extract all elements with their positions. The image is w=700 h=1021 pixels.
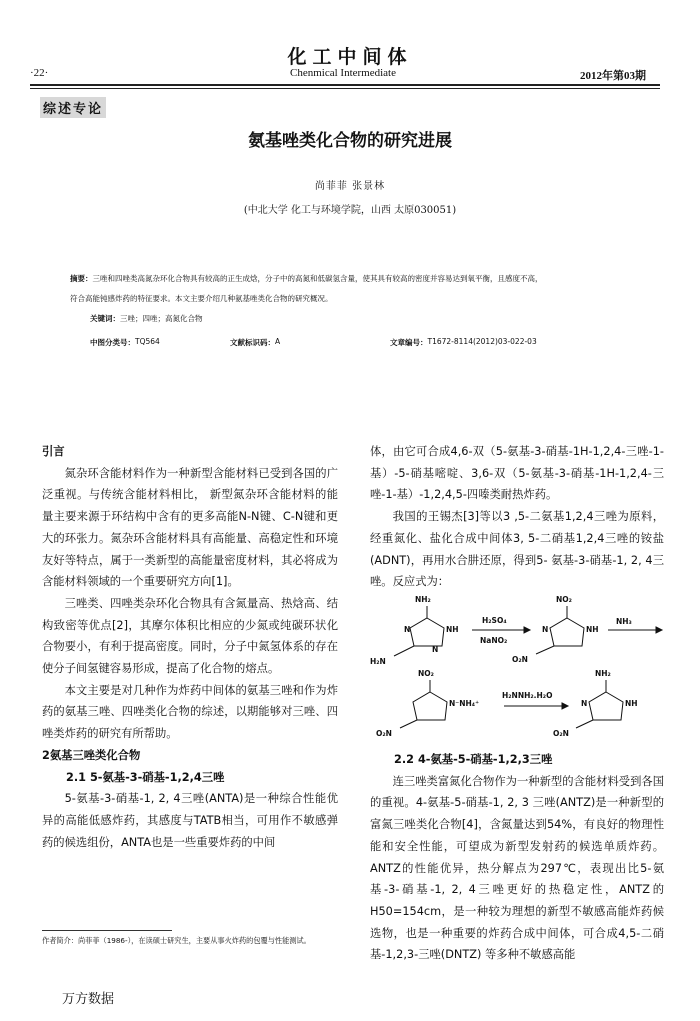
reaction-arrow-2 xyxy=(608,617,662,633)
o2n-label: O₂N xyxy=(512,655,528,664)
reagent-h2so4: H₂SO₄ xyxy=(482,616,507,625)
diaminotriazole-structure xyxy=(370,595,459,666)
reaction-arrow-1 xyxy=(472,616,530,645)
nitro-label-2: NO₂ xyxy=(418,669,434,678)
n-label-2: N xyxy=(432,645,439,654)
right-paragraph-1: 体，由它可合成4,6-双（5-氨基-3-硝基-1H-1,2,4-三唑-1-基）-5-硝基嘧啶、3,6-双（5-氨基-3-硝基-1H-1,2,4-三唑-1-基）-1,2,4,5-四嗪类耐热炸药。 xyxy=(370,445,664,502)
abstract-line-1: 三唑和四唑类高氮杂环化合物具有较高的正生成焓，分子中的高氮和低碳氢含量，使其具有较高的密度并容易达到氧平衡，且感度不高， xyxy=(92,274,543,283)
n-label-3: N xyxy=(542,625,549,634)
section-2-1-heading: 2.1 5-氨基-3-硝基-1,2,4三唑 xyxy=(66,770,225,784)
left-column xyxy=(42,441,338,853)
doc-code: A xyxy=(275,337,281,346)
reaction-scheme xyxy=(362,588,672,738)
article-number-label: 文章编号： xyxy=(390,338,428,347)
footnote-rule xyxy=(42,930,172,931)
nh-label: NH xyxy=(446,625,459,634)
keywords: 三唑；四唑；高氮化合物 xyxy=(120,314,203,323)
right-column-top xyxy=(370,441,664,593)
reagent-nh3: NH₃ xyxy=(616,617,632,626)
nh-label-3: NH xyxy=(625,699,638,708)
intro-paragraph-2: 三唑类、四唑类杂环化合物具有含氮量高、热焓高、结构致密等优点[2]，其摩尔体积比相应的少氮或纯碳环状化合物要小，有利于提高密度。同时，分子中氮氢体系的存在使分子间氢键容易形成，提高了化合物的熔点。 xyxy=(42,596,338,676)
section-2-heading: 2氨基三唑类化合物 xyxy=(42,748,141,762)
wanfang-watermark: 万方数据 xyxy=(62,992,115,1007)
issue-label: 2012年第03期 xyxy=(580,70,646,82)
reagent-nano2: NaNO₂ xyxy=(480,636,508,645)
journal-title: 化工中间体 xyxy=(287,46,413,68)
page-number: ·22· xyxy=(30,67,49,79)
clc-number: TQ564 xyxy=(135,337,160,346)
n-label-4: N xyxy=(581,699,588,708)
affiliation: (中北大学 化工与环境学院，山西 太原030051) xyxy=(243,205,457,216)
doc-code-label: 文献标识码： xyxy=(230,338,275,347)
section-2-1-paragraph: 5-氨基-3-硝基-1, 2, 4三唑(ANTA)是一种综合性能优异的高能低感炸药，其感度与TATB相当，可用作不敏感弹药的候选组份，ANTA也是一些重要炸药的中间 xyxy=(42,792,338,849)
nitro-label: NO₂ xyxy=(556,595,572,604)
anta-structure xyxy=(553,669,638,738)
amine-label-2: NH₂ xyxy=(595,669,611,678)
o2n-label-2: O₂N xyxy=(376,729,392,738)
nh-label-2: NH xyxy=(586,625,599,634)
abstract-label: 摘要： xyxy=(70,274,93,283)
adnt-structure xyxy=(376,669,479,738)
reaction-arrow-3 xyxy=(502,691,568,709)
header-rule xyxy=(30,84,660,89)
intro-paragraph-3: 本文主要是对几种作为炸药中间体的氨基三唑和作为炸药的氨基三唑、四唑类化合物的综述，以期能够对三唑、四唑类炸药的研究有所帮助。 xyxy=(42,683,338,741)
intro-paragraph-1: 氮杂环含能材料作为一种新型含能材料已受到各国的广泛重视。与传统含能材料相比， 新型氮杂环含能材料的能量主要来源于环结构中含有的更多高能N-N键、C-N键和更大的环张力。氮杂环含能材料具有高能量、高稳定性和环境友好等特点，属于一类新型的高能量密度材料，其必将成为含能材料领域的一个重要研究方向[1]。 xyxy=(42,466,338,589)
section-2-2-paragraph: 连三唑类富氮化合物作为一种新型的含能材料受到各国的重视。4-氨基-5-硝基-1, 2, 3 三唑(ANTZ)是一种新型的富氮三唑类化合物[4]，含氮量达到54%，有良好的物理性能和安全性能，可望成为新型发射药的候选单质炸药。ANTZ的性能优异，热分解点为297℃，表现出比5-氨基-3-硝基-1, 2, 4三唑更好的热稳定性，ANTZ的H50=154cm，是一种较为理想的新型不敏感高能炸药候选物，也是一种重要的炸药合成中间体，可合成4,5-二硝基-1,2,3-三唑(DNTZ) 等多种不敏感高能 xyxy=(370,774,664,962)
reagent-hydrazine: H₂NNH₂.H₂O xyxy=(502,691,553,700)
o2n-label-3: O₂N xyxy=(553,729,569,738)
section-2-2-heading: 2.2 4-氨基-5-硝基-1,2,3三唑 xyxy=(394,753,553,766)
authors: 尚菲菲 张景林 xyxy=(314,181,386,192)
abstract-line-2: 符合高能钝感炸药的特征要求。本文主要介绍几种氨基唑类化合物的研究概况。 xyxy=(70,294,333,303)
journal-english-name: Chenmical Intermediate xyxy=(290,67,396,79)
author-footnote: 作者简介：尚菲菲（1986-），在读硕士研究生，主要从事火炸药的包覆与性能测试。 xyxy=(42,936,311,945)
intro-heading: 引言 xyxy=(42,445,65,458)
right-column-bottom xyxy=(370,749,664,966)
paper-title: 氨基唑类化合物的研究进展 xyxy=(248,131,452,151)
keywords-label: 关键词： xyxy=(90,314,120,323)
right-paragraph-2: 我国的王锡杰[3]等以3 ,5-二氨基1,2,4三唑为原料，经重氮化、盐化合成中间体3, 5-二硝基1,2,4三唑的铵盐 (ADNT)，再用水合肼还原，得到5- 氨基-3-硝基-1, 2, 4三唑。反应式为： xyxy=(370,510,664,589)
section-tag: 综述专论 xyxy=(40,97,106,118)
ammonium-salt-label: N⁻NH₄⁺ xyxy=(449,699,480,708)
abstract xyxy=(70,269,645,329)
h2n-label: H₂N xyxy=(370,657,386,666)
article-number: T1672-8114(2012)03-022-03 xyxy=(427,337,537,346)
n-label: N xyxy=(404,625,411,634)
amine-label: NH₂ xyxy=(415,595,431,604)
clc-label: 中图分类号： xyxy=(90,338,135,347)
